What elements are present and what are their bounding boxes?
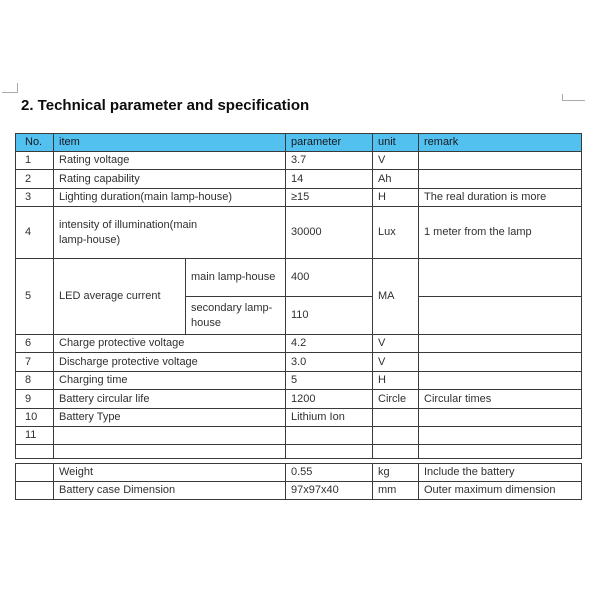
cell-remark: Include the battery (419, 464, 582, 482)
cell-parameter: ≥15 (286, 189, 373, 207)
table-row (16, 427, 582, 445)
cell-parameter: 3.7 (286, 152, 373, 170)
cell-item: Rating voltage (54, 152, 286, 170)
cell-remark: The real duration is more (419, 189, 582, 207)
table-row (16, 335, 582, 353)
header-cell-remark: remark (419, 134, 582, 152)
cell-parameter: 5 (286, 372, 373, 390)
cell-unit: Circle (373, 390, 419, 409)
cell-parameter: Lithium Ion (286, 409, 373, 427)
cell-parameter: 30000 (286, 207, 373, 259)
cell-no (16, 445, 54, 459)
cell-no (16, 464, 54, 482)
cell-item (54, 207, 286, 259)
cell-remark (419, 409, 582, 427)
cell-unit (373, 445, 419, 459)
cell-no: 4 (16, 207, 54, 259)
cell-parameter: 400 (286, 259, 373, 297)
cell-remark (419, 353, 582, 372)
table-row (16, 152, 582, 170)
cell-remark (419, 259, 582, 297)
cell-no: 6 (16, 335, 54, 353)
cell-parameter (286, 445, 373, 459)
cell-no: 9 (16, 390, 54, 409)
header-row (16, 134, 582, 152)
cell-no: 7 (16, 353, 54, 372)
table-row (16, 353, 582, 372)
cell-unit: H (373, 372, 419, 390)
cell-item: Battery circular life (54, 390, 286, 409)
cell-remark (419, 152, 582, 170)
cell-remark (419, 372, 582, 390)
cell-item: Lighting duration(main lamp-house) (54, 189, 286, 207)
cell-unit: H (373, 189, 419, 207)
cell-no: 11 (16, 427, 54, 445)
cell-remark (419, 297, 582, 335)
cell-remark: 1 meter from the lamp (419, 207, 582, 259)
cell-unit: Lux (373, 207, 419, 259)
table-row (16, 372, 582, 390)
table-row (16, 409, 582, 427)
cell-remark: Circular times (419, 390, 582, 409)
cell-item: Battery case Dimension (54, 482, 286, 500)
cell-item: Weight (54, 464, 286, 482)
table-row-empty (16, 445, 582, 459)
cell-item: LED average current (54, 259, 186, 335)
table-row (16, 170, 582, 189)
page-title: 2. Technical parameter and specification (21, 97, 310, 114)
cell-unit: V (373, 335, 419, 353)
cell-parameter: 14 (286, 170, 373, 189)
header-cell-item: item (54, 134, 286, 152)
cell-item: Charge protective voltage (54, 335, 286, 353)
cell-unit (373, 409, 419, 427)
cell-no: 3 (16, 189, 54, 207)
table-row (16, 390, 582, 409)
cell-no: 5 (16, 259, 54, 335)
cell-remark: Outer maximum dimension (419, 482, 582, 500)
cell-item: Discharge protective voltage (54, 353, 286, 372)
cell-parameter (286, 427, 373, 445)
header-cell-unit: unit (373, 134, 419, 152)
cell-item: Charging time (54, 372, 286, 390)
cell-item-text: intensity of illumination(main lamp-house) (59, 219, 198, 246)
cell-sub-item: secondary lamp-house (186, 297, 286, 335)
cell-parameter: 3.0 (286, 353, 373, 372)
cell-sub-item: main lamp-house (186, 259, 286, 297)
cell-remark (419, 445, 582, 459)
cell-unit: V (373, 152, 419, 170)
cell-item (54, 445, 286, 459)
table-row (16, 482, 582, 500)
header-cell-no: No. (16, 134, 54, 152)
cell-unit: V (373, 353, 419, 372)
weight-dimension-table (15, 463, 582, 500)
cell-item: Battery Type (54, 409, 286, 427)
cell-no: 2 (16, 170, 54, 189)
table-row (16, 189, 582, 207)
table-row (16, 464, 582, 482)
page-margin-mark-left (2, 83, 18, 93)
table-row (16, 207, 582, 259)
cell-parameter: 4.2 (286, 335, 373, 353)
cell-parameter: 0.55 (286, 464, 373, 482)
cell-no: 10 (16, 409, 54, 427)
page-margin-mark-right (562, 94, 585, 101)
cell-parameter: 110 (286, 297, 373, 335)
cell-no (16, 482, 54, 500)
cell-remark (419, 335, 582, 353)
spec-table (15, 133, 582, 459)
cell-unit (373, 427, 419, 445)
cell-parameter: 1200 (286, 390, 373, 409)
cell-unit: mm (373, 482, 419, 500)
cell-no: 8 (16, 372, 54, 390)
cell-remark (419, 170, 582, 189)
cell-unit: Ah (373, 170, 419, 189)
cell-no: 1 (16, 152, 54, 170)
cell-unit: kg (373, 464, 419, 482)
cell-item: Rating capability (54, 170, 286, 189)
cell-item (54, 427, 286, 445)
cell-unit: MA (373, 259, 419, 335)
cell-parameter: 97x97x40 (286, 482, 373, 500)
cell-remark (419, 427, 582, 445)
table-row-merged (16, 259, 582, 297)
header-cell-parameter: parameter (286, 134, 373, 152)
